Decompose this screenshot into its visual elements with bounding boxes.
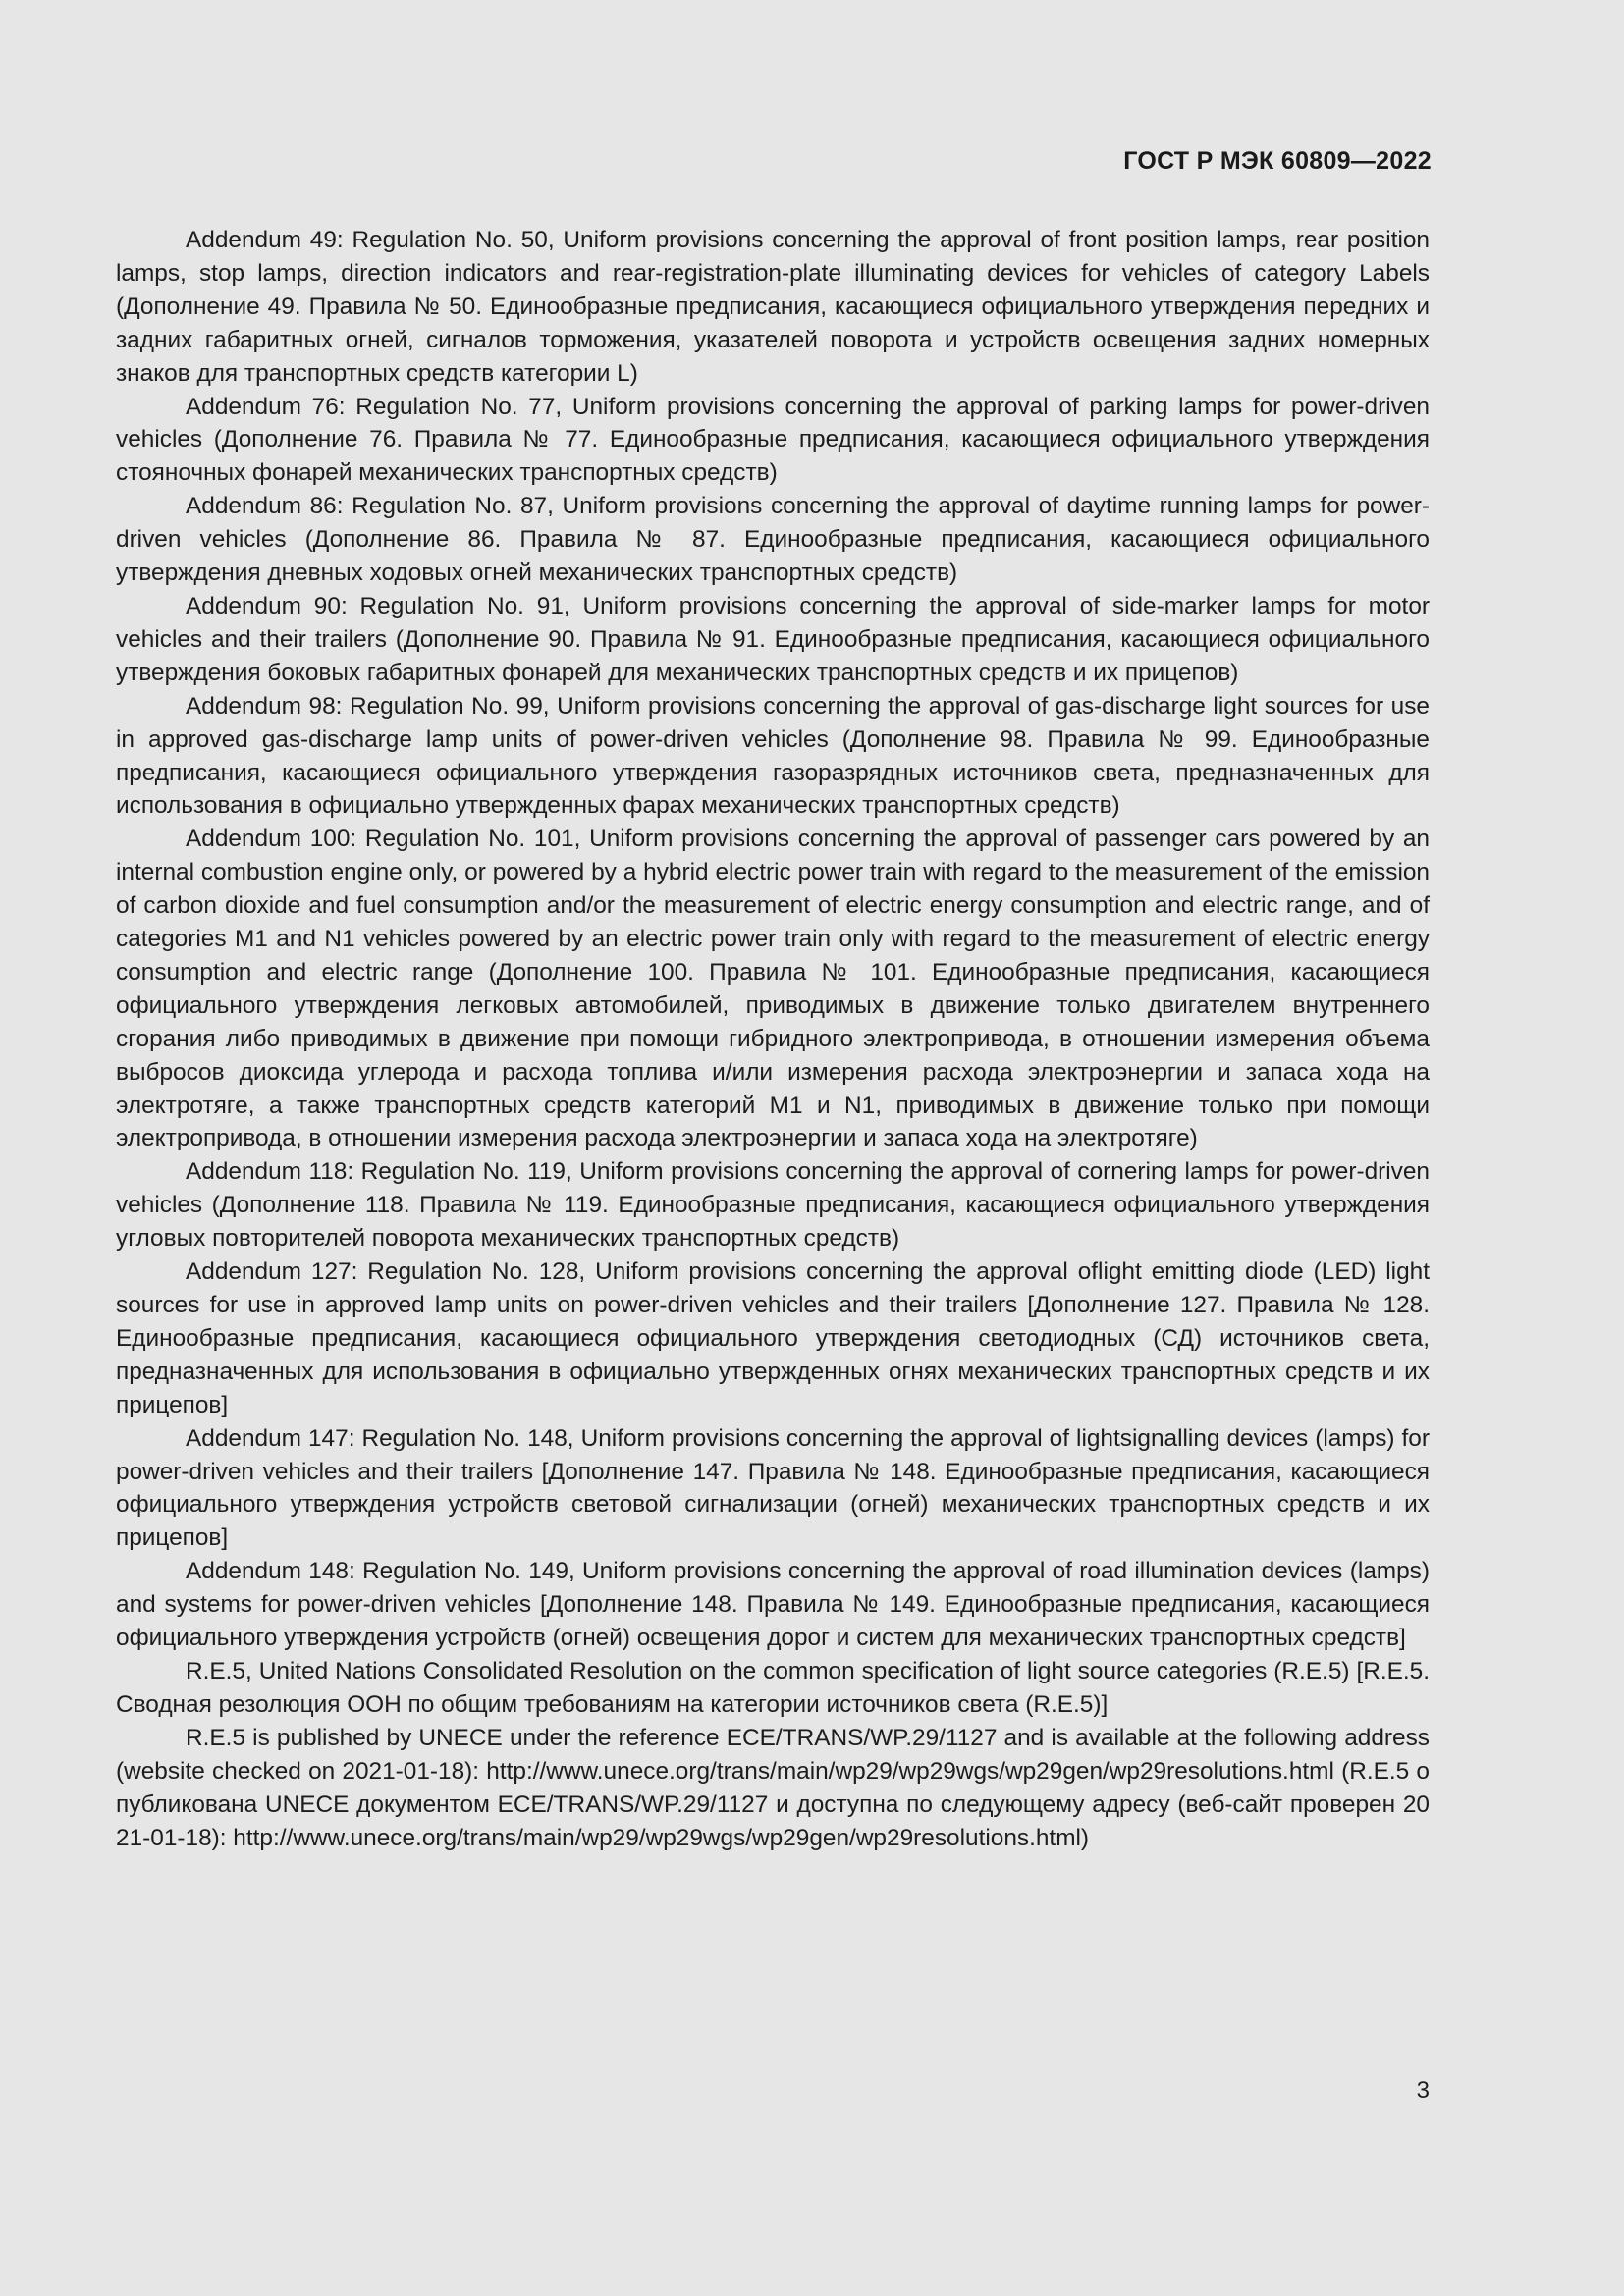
page-number: 3 bbox=[1416, 2077, 1430, 2104]
paragraph-addendum-76: Addendum 76: Regulation No. 77, Uniform provisions concerning the approval of parking lamps for power-driven vehicles (Дополнение 76. Правила № 77. Единообразные предписания, касающиеся официального утверждения стояночных фонарей механических транспортных средств) bbox=[116, 393, 1430, 487]
paragraph-addendum-100: Addendum 100: Regulation No. 101, Uniform provisions concerning the approval of passenger cars powered by an internal combustion engine only, or powered by a hybrid electric power train with regard to the measurement of the emission of carbon dioxide and fuel consumption and/or the measurement of electric energy consumption and electric range, and of categories M1 and N1 vehicles powered by an electric power train only with regard to the measurement of electric energy consumption and electric range (Дополнение 100. Правила № 101. Единообразные предписания, касающиеся официального утверждения легковых автомобилей, приводимых в движение только двигателем внутреннего сгорания либо приводимых в движение при помощи гибридного электропривода, в отношении измерения объема выбросов диоксида углерода и расхода топлива и/или измерения расхода электроэнергии и запаса хода на электротяге, а также транспортных средств категорий M1 и N1, приводимых в движение только при помощи электропривода, в отношении измерения расхода электроэнергии и запаса хода на электротяге) bbox=[116, 826, 1430, 1152]
paragraph-addendum-147: Addendum 147: Regulation No. 148, Uniform provisions concerning the approval of lightsignalling devices (lamps) for power-driven vehicles and their trailers [Дополнение 147. Правила № 148. Единообразные предписания, касающиеся официального утверждения устройств световой сигнализации (огней) механических транспортных средств и их прицепов] bbox=[116, 1424, 1430, 1552]
paragraph-addendum-148: Addendum 148: Regulation No. 149, Uniform provisions concerning the approval of road illumination devices (lamps) and systems for power-driven vehicles [Дополнение 148. Правила № 149. Единообразные предписания, касающиеся официального утверждения устройств (огней) освещения дорог и систем для механических транспортных средств] bbox=[116, 1558, 1430, 1652]
paragraph-re5: R.E.5, United Nations Consolidated Resolution on the common specification of light source categories (R.E.5) [R.E.5. Сводная резолюция ООН по общим требованиям на категории источников света (R.E.5)] bbox=[116, 1657, 1430, 1718]
standard-designation: ГОСТ Р МЭК 60809—2022 bbox=[1123, 147, 1432, 175]
paragraph-addendum-86: Addendum 86: Regulation No. 87, Uniform provisions concerning the approval of daytime running lamps for power-driven vehicles (Дополнение 86. Правила № 87. Единообразные предписания, касающиеся официального утверждения дневных ходовых огней механических транспортных средств) bbox=[116, 493, 1430, 587]
paragraph-addendum-118: Addendum 118: Regulation No. 119, Uniform provisions concerning the approval of cornering lamps for power-driven vehicles (Дополнение 118. Правила № 119. Единообразные предписания, касающиеся официального утверждения угловых повторителей поворота механических транспортных средств) bbox=[116, 1158, 1430, 1253]
paragraph-addendum-90: Addendum 90: Regulation No. 91, Uniform provisions concerning the approval of side-marker lamps for motor vehicles and their trailers (Дополнение 90. Правила № 91. Единообразные предписания, касающиеся официального утверждения боковых габаритных фонарей для механических транспортных средств и их прицепов) bbox=[116, 592, 1430, 686]
paragraph-re5-publication: R.E.5 is published by UNECE under the reference ECE/TRANS/WP.29/1127 and is available at the following address (website checked on 2021-01-18): http://www.unece.org/trans/main/wp29/wp29wgs/wp29gen/wp29resolutions.html (R.E.5 опубликована UNECE документом ECE/TRANS/WP.29/1127 и доступна по следующему адресу (веб-сайт проверен 2021-01-18): http://www.unece.org/trans/main/wp29/wp29wgs/wp29gen/wp29resolutions.html) bbox=[116, 1724, 1430, 1851]
paragraph-addendum-49: Addendum 49: Regulation No. 50, Uniform provisions concerning the approval of front position lamps, rear position lamps, stop lamps, direction indicators and rear-registration-plate illuminating devices for vehicles of category Labels (Дополнение 49. Правила № 50. Единообразные предписания, касающиеся официального утверждения передних и задних габаритных огней, сигналов торможения, указателей поворота и устройств освещения задних номерных знаков для транспортных средств категории L) bbox=[116, 227, 1430, 387]
paragraph-addendum-127: Addendum 127: Regulation No. 128, Uniform provisions concerning the approval oflight emitting diode (LED) light sources for use in approved lamp units on power-driven vehicles and their trailers [Дополнение 127. Правила № 128. Единообразные предписания, касающиеся официального утверждения светодиодных (СД) источников света, предназначенных для использования в официально утвержденных огнях механических транспортных средств и их прицепов] bbox=[116, 1258, 1430, 1418]
paragraph-addendum-98: Addendum 98: Regulation No. 99, Uniform provisions concerning the approval of gas-discharge light sources for use in approved gas-discharge lamp units of power-driven vehicles (Дополнение 98. Правила № 99. Единообразные предписания, касающиеся официального утверждения газоразрядных источников света, предназначенных для использования в официально утвержденных фарах механических транспортных средств) bbox=[116, 692, 1430, 820]
document-body bbox=[116, 224, 1430, 1854]
